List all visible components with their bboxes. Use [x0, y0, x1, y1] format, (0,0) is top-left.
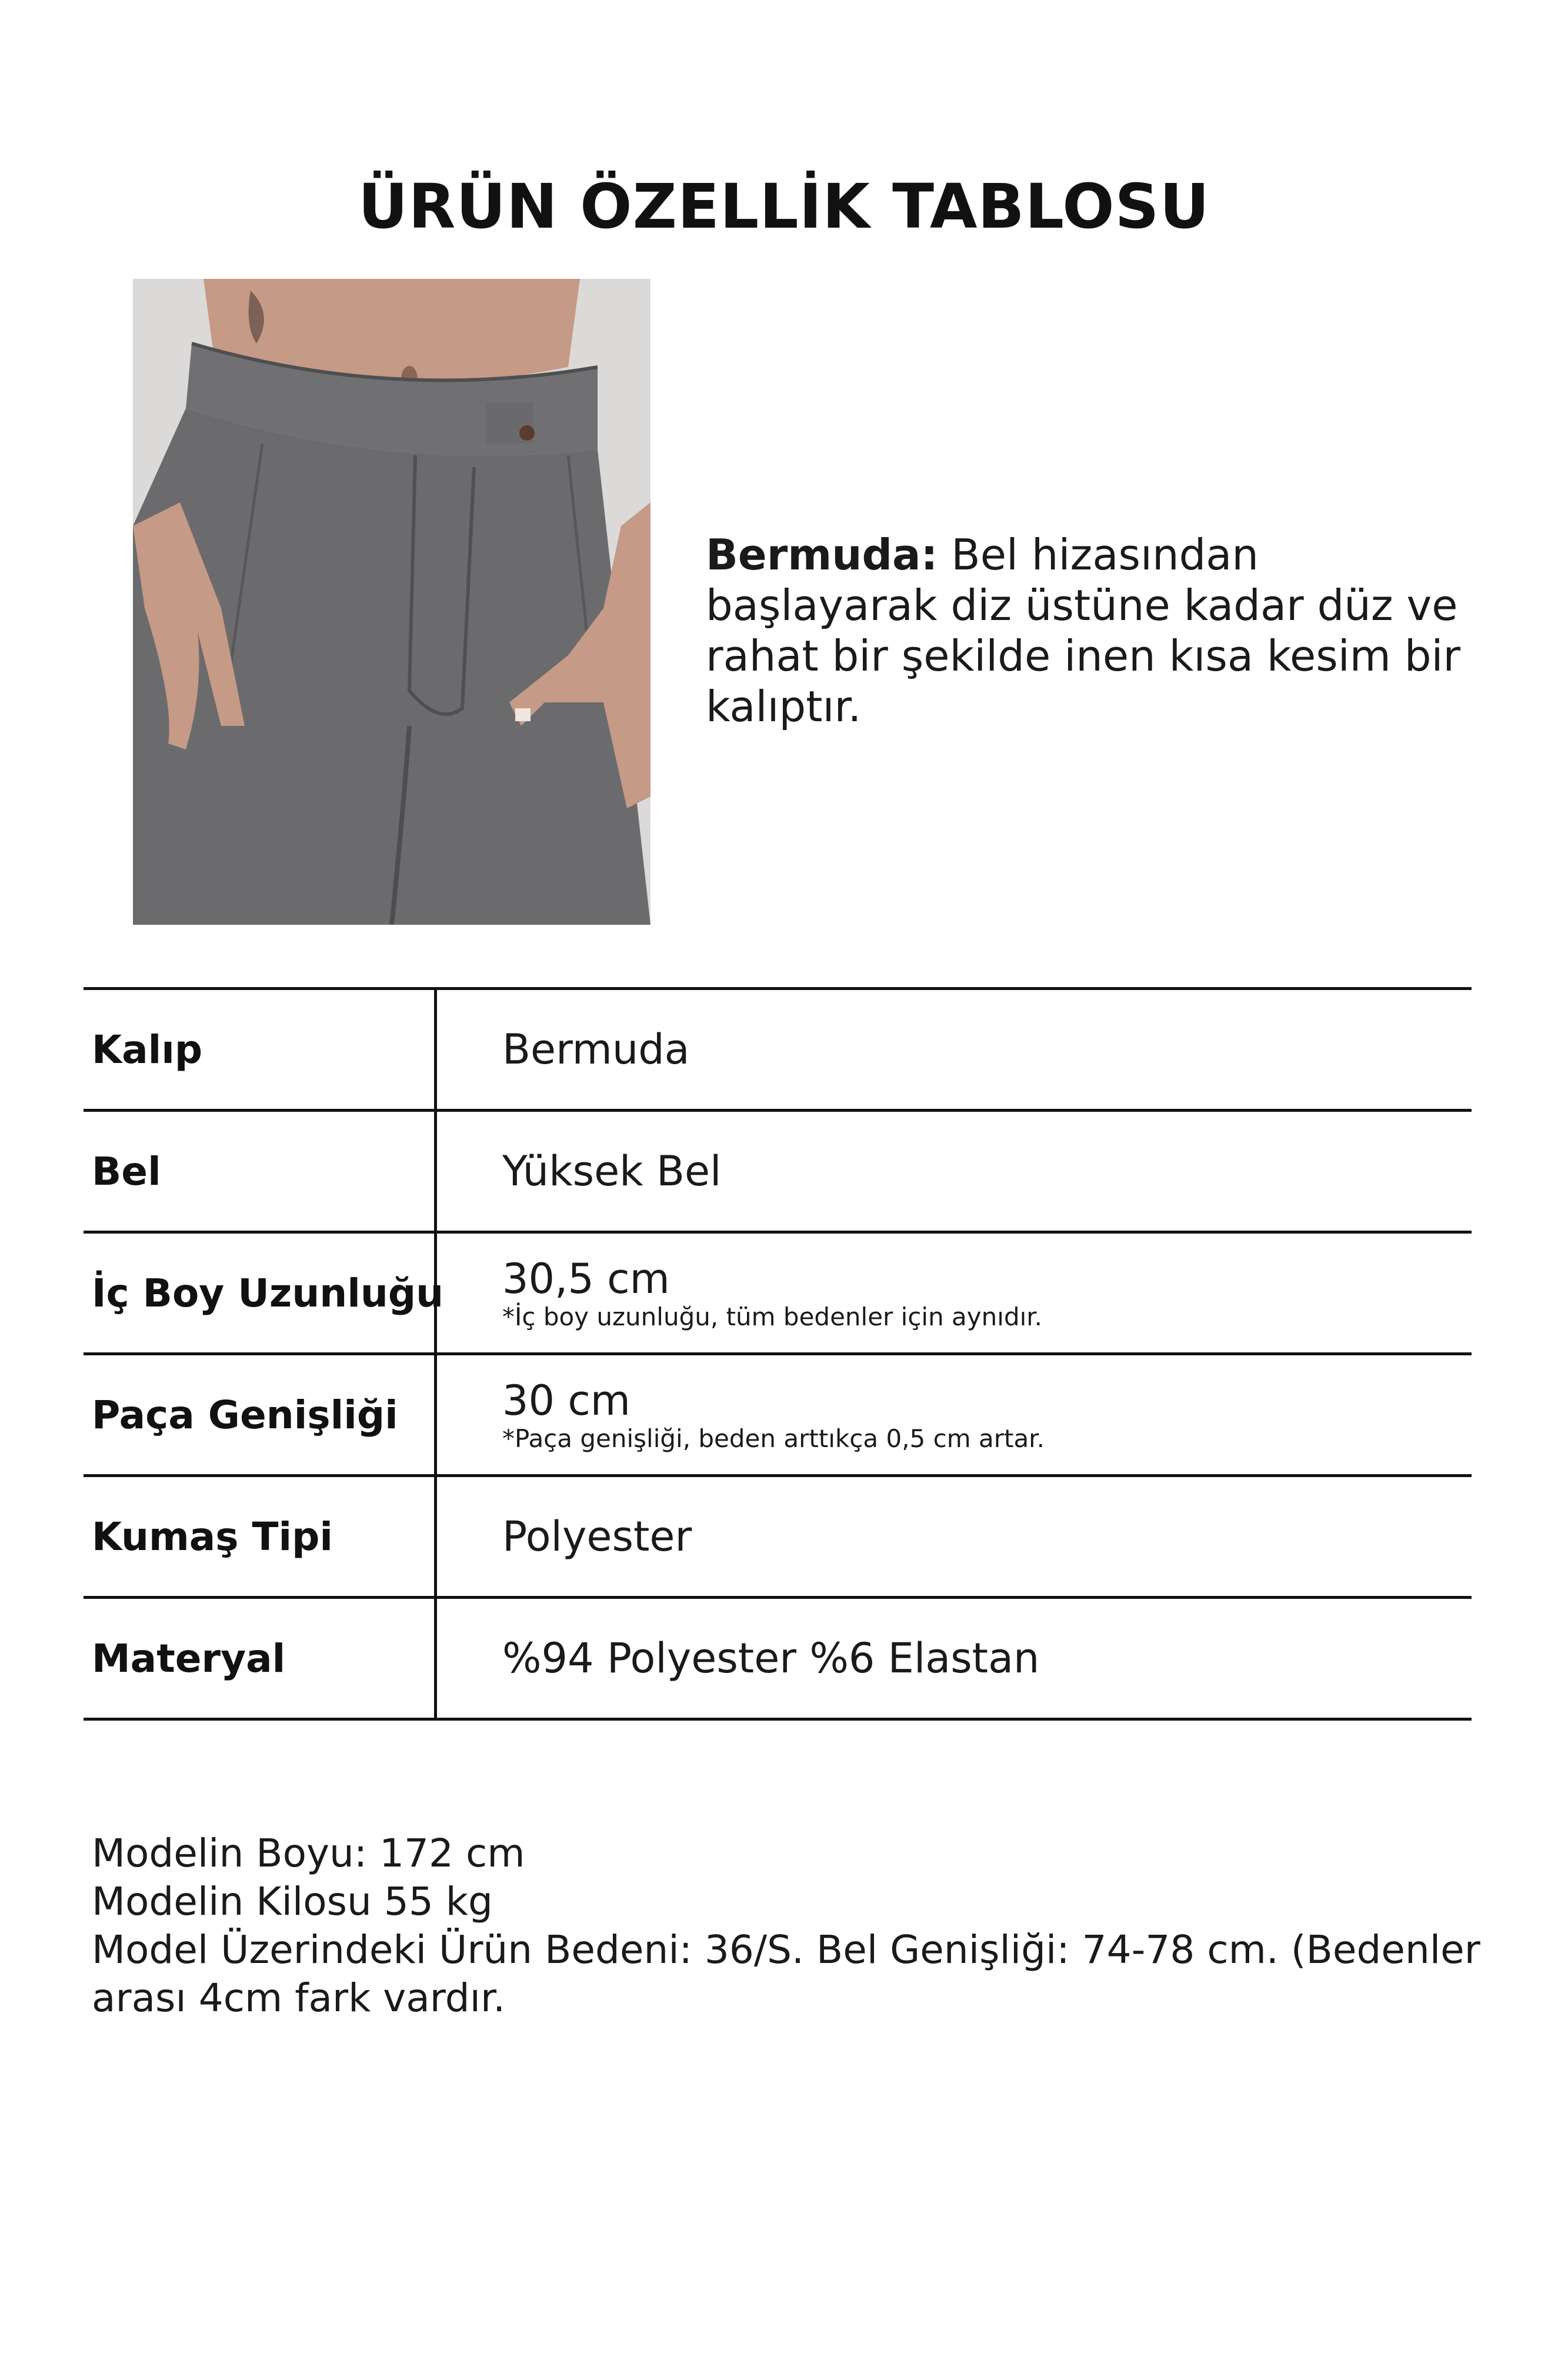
spec-value-cell [502, 1599, 1039, 1718]
column-divider [434, 990, 437, 1109]
model-size: Model Üzerindeki Ürün Bedeni: 36/S. Bel Genişliği: 74-78 cm. (Bedenler arası 4cm fark vardır. [92, 1927, 1480, 2021]
spec-value-cell [502, 1355, 1045, 1474]
bermuda-shorts-image [133, 279, 650, 925]
spec-value: Yüksek Bel [502, 1147, 722, 1195]
fit-description [706, 529, 1488, 732]
spec-note: *Paça genişliği, beden arttıkça 0,5 cm artar. [502, 1424, 1045, 1453]
column-divider [434, 1599, 437, 1718]
column-divider [434, 1355, 437, 1474]
spec-note: *İç boy uzunluğu, tüm bedenler için aynıdır. [502, 1302, 1043, 1331]
fit-term: Bermuda: [706, 530, 938, 579]
spec-row-materyal [84, 1599, 1472, 1721]
spec-label: Kumaş Tipi [92, 1514, 333, 1559]
spec-row-kumas [84, 1477, 1472, 1599]
spec-value: Bermuda [502, 1025, 690, 1074]
product-photo [133, 279, 650, 925]
spec-value: Polyester [502, 1512, 692, 1561]
spec-row-bel [84, 1112, 1472, 1234]
spec-value-cell [502, 1234, 1042, 1352]
spec-value-cell [502, 1112, 722, 1231]
spec-value-cell [502, 990, 690, 1109]
column-divider [434, 1477, 437, 1596]
spec-value: %94 Polyester %6 Elastan [502, 1634, 1040, 1682]
model-weight: Modelin Kilosu 55 kg [92, 1879, 493, 1924]
spec-label: Bel [92, 1148, 161, 1194]
page-title: ÜRÜN ÖZELLİK TABLOSU [358, 171, 1210, 242]
spec-label: Kalıp [92, 1026, 203, 1072]
spec-value: 30,5 cm [502, 1255, 670, 1303]
spec-row-kalip [84, 990, 1472, 1112]
spec-row-ic-boy [84, 1234, 1472, 1355]
spec-row-paca [84, 1355, 1472, 1477]
model-info [92, 1829, 1486, 2022]
column-divider [434, 1112, 437, 1231]
spec-table [84, 987, 1472, 1721]
spec-label: Materyal [92, 1635, 286, 1681]
model-height: Modelin Boyu: 172 cm [92, 1831, 525, 1876]
spec-label: Paça Genişliği [92, 1392, 398, 1438]
fit-description-text: Bel hizasından başlayarak diz üstüne kadar düz ve rahat bir şekilde inen kısa kesim bir kalıptır. [706, 530, 1461, 731]
spec-value-cell [502, 1477, 692, 1596]
spec-value: 30 cm [502, 1377, 630, 1425]
spec-label: İç Boy Uzunluğu [92, 1270, 444, 1316]
